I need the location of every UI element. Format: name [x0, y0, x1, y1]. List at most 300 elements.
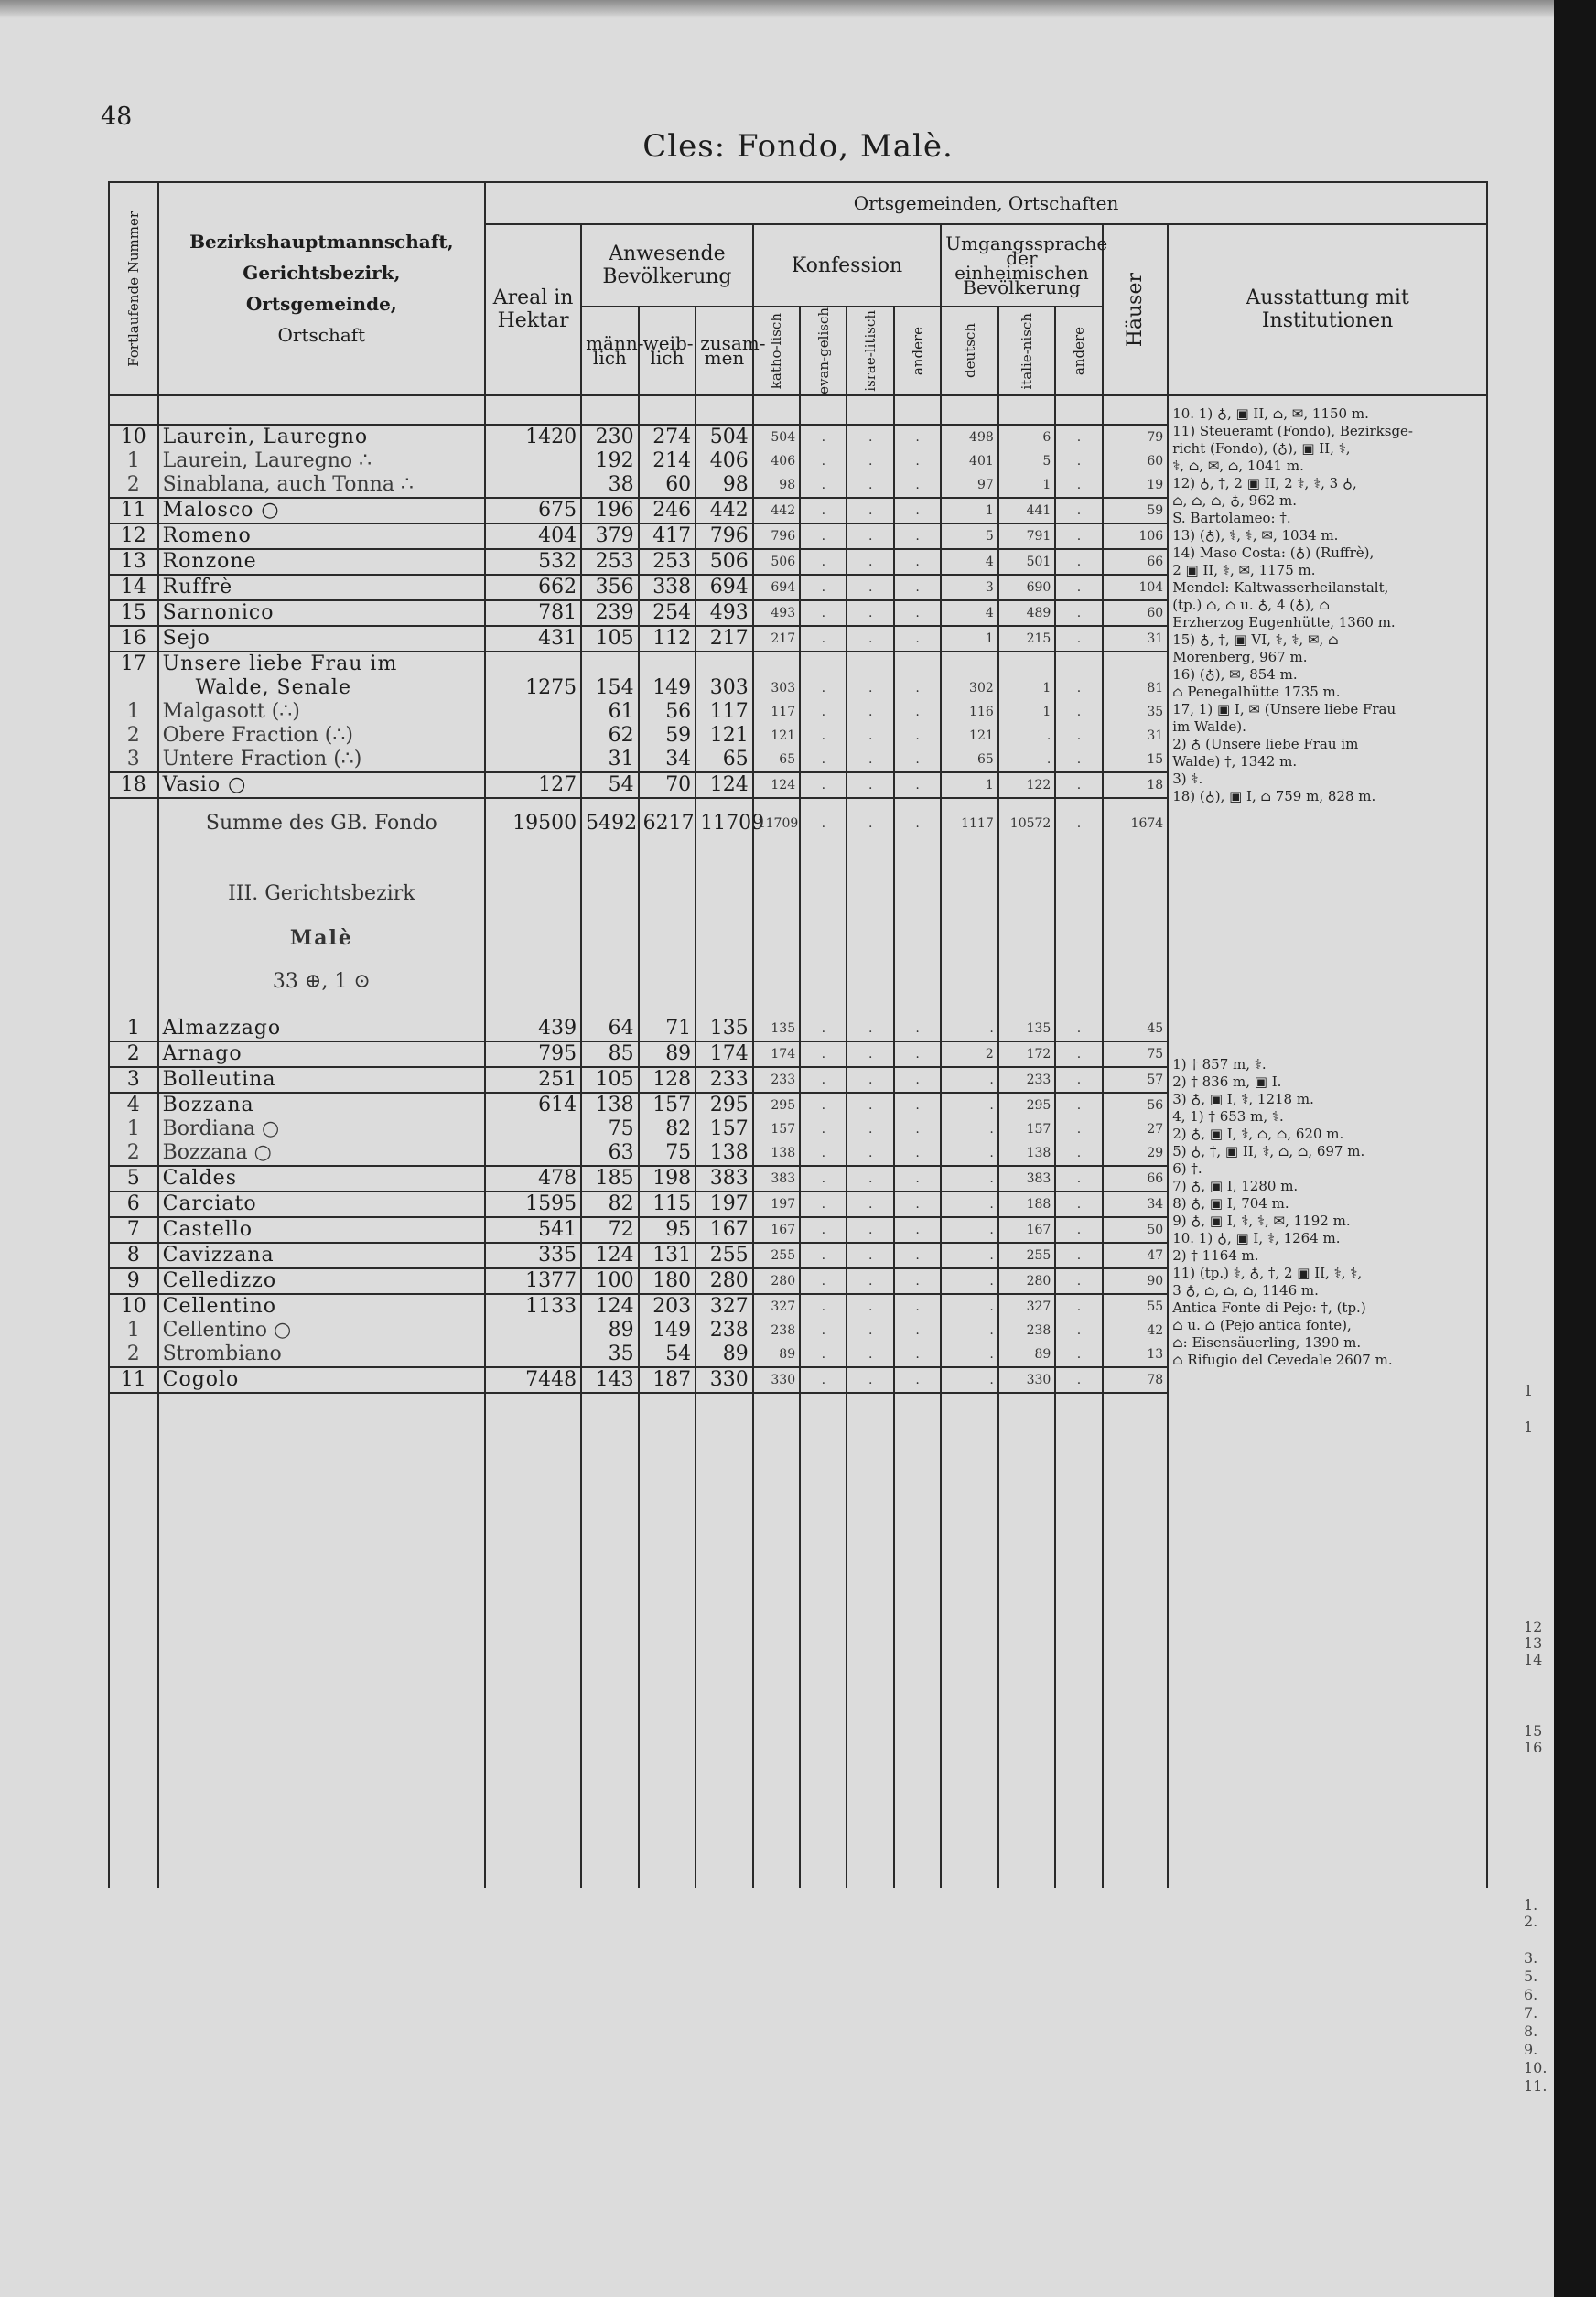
cell-m: 54	[581, 772, 639, 798]
header-haeuser: Häuser	[1103, 224, 1168, 395]
institution-line: 17, 1) ▣ I, ✉ (Unsere liebe Frau	[1172, 700, 1396, 717]
cell-z: 442	[696, 498, 753, 523]
cell-isr: .	[847, 1166, 893, 1192]
institution-line: 18) (♁), ▣ I, ⌂ 759 m, 828 m.	[1172, 787, 1376, 804]
header-katholisch: katho-lisch	[753, 307, 800, 395]
cell-z: 327	[696, 1294, 753, 1319]
cell-z: 330	[696, 1367, 753, 1393]
place-name: Ruffrè	[158, 575, 485, 600]
row-number: 11	[109, 498, 158, 523]
scan-edge-right	[1554, 0, 1596, 2297]
institution-line: 6) †.	[1172, 1159, 1202, 1177]
cell-and: .	[894, 772, 941, 798]
cell-de: 97	[941, 473, 998, 498]
row-number: 2	[109, 1343, 158, 1367]
cell-areal: 251	[485, 1067, 581, 1093]
cell-kath: 117	[753, 700, 800, 724]
cell-z: 295	[696, 1093, 753, 1117]
scan-shadow-top	[0, 0, 1596, 18]
cell-and2: .	[1055, 1319, 1102, 1343]
cell-z: 124	[696, 772, 753, 798]
cell-and: .	[894, 1217, 941, 1243]
cell-areal: 1377	[485, 1268, 581, 1294]
cell-de: 1	[941, 772, 998, 798]
cell-w: 131	[639, 1243, 696, 1268]
cell-z: 303	[696, 676, 753, 700]
cell-and2: .	[1055, 600, 1102, 626]
place-name: Untere Fraction (∴)	[158, 748, 485, 772]
cell-z: 121	[696, 724, 753, 748]
cell-and2: .	[1055, 1093, 1102, 1117]
cell-m: 31	[581, 748, 639, 772]
cell-and2: .	[1055, 724, 1102, 748]
institution-line: 15) ♁, †, ▣ VI, ⚕, ⚕, ✉, ⌂	[1172, 631, 1339, 648]
cell-and: .	[894, 700, 941, 724]
cell-w: 198	[639, 1166, 696, 1192]
cell-and2	[1055, 652, 1102, 676]
cell-it: 5	[998, 449, 1056, 473]
sum-de: 1117	[941, 812, 998, 836]
cell-kath: 121	[753, 724, 800, 748]
header-bevoelkerung: Anwesende Bevölkerung	[581, 224, 753, 307]
cell-kath: 233	[753, 1067, 800, 1093]
place-name: Castello	[158, 1217, 485, 1243]
margin-note: 12	[1524, 1618, 1543, 1635]
cell-areal: 1420	[485, 425, 581, 449]
header-nummer: Fortlaufende Nummer	[109, 182, 158, 395]
cell-de: .	[941, 1367, 998, 1393]
cell-areal	[485, 748, 581, 772]
cell-isr: .	[847, 523, 893, 549]
cell-and: .	[894, 1268, 941, 1294]
cell-m: 35	[581, 1343, 639, 1367]
cell-haeuser: 60	[1103, 449, 1168, 473]
cell-and: .	[894, 498, 941, 523]
cell-isr: .	[847, 1017, 893, 1041]
place-name: Laurein, Lauregno	[158, 425, 485, 449]
margin-note: 3.	[1524, 1949, 1538, 1967]
cell-and: .	[894, 1117, 941, 1141]
cell-haeuser: 75	[1103, 1041, 1168, 1067]
cell-m: 143	[581, 1367, 639, 1393]
cell-de: 3	[941, 575, 998, 600]
cell-m: 63	[581, 1141, 639, 1166]
cell-w	[639, 652, 696, 676]
cell-de: .	[941, 1166, 998, 1192]
institutions-male	[1172, 1056, 1483, 1369]
cell-z: 504	[696, 425, 753, 449]
cell-areal	[485, 1141, 581, 1166]
cell-m: 100	[581, 1268, 639, 1294]
cell-kath: 442	[753, 498, 800, 523]
cell-isr: .	[847, 1294, 893, 1319]
cell-and2: .	[1055, 700, 1102, 724]
cell-w: 214	[639, 449, 696, 473]
cell-haeuser: 18	[1103, 772, 1168, 798]
cell-kath: 89	[753, 1343, 800, 1367]
row-number	[109, 676, 158, 700]
cell-areal	[485, 724, 581, 748]
cell-ev: .	[800, 748, 847, 772]
cell-de: 302	[941, 676, 998, 700]
cell-z: 98	[696, 473, 753, 498]
cell-haeuser: 45	[1103, 1017, 1168, 1041]
cell-de: 1	[941, 498, 998, 523]
cell-kath: 197	[753, 1192, 800, 1217]
header-andere: andere	[894, 307, 941, 395]
cell-it: 6	[998, 425, 1056, 449]
cell-z: 796	[696, 523, 753, 549]
cell-w: 56	[639, 700, 696, 724]
cell-kath: 506	[753, 549, 800, 575]
cell-kath: 504	[753, 425, 800, 449]
row-number: 18	[109, 772, 158, 798]
cell-areal	[485, 1319, 581, 1343]
cell-isr: .	[847, 724, 893, 748]
cell-and: .	[894, 676, 941, 700]
cell-ev: .	[800, 626, 847, 652]
cell-and2: .	[1055, 473, 1102, 498]
cell-haeuser: 19	[1103, 473, 1168, 498]
cell-and: .	[894, 1243, 941, 1268]
cell-kath: 138	[753, 1141, 800, 1166]
cell-areal: 614	[485, 1093, 581, 1117]
cell-areal: 431	[485, 626, 581, 652]
institution-line: ⌂ u. ⌂ (Pejo antica fonte),	[1172, 1316, 1352, 1333]
cell-and: .	[894, 724, 941, 748]
cell-w: 338	[639, 575, 696, 600]
row-number: 13	[109, 549, 158, 575]
margin-note: 9.	[1524, 2041, 1538, 2058]
cell-ev: .	[800, 1268, 847, 1294]
cell-and: .	[894, 1093, 941, 1117]
cell-de: 4	[941, 600, 998, 626]
institution-line: 3 ♁, ⌂, ⌂, ⌂, 1146 m.	[1172, 1281, 1319, 1299]
institution-line: 3) ♁, ▣ I, ⚕, 1218 m.	[1172, 1090, 1314, 1107]
header-umgangssprache: Umgangssprache der einheimischen Bevölkerung	[941, 224, 1102, 307]
cell-and: .	[894, 575, 941, 600]
cell-isr: .	[847, 425, 893, 449]
cell-m: 192	[581, 449, 639, 473]
header-andere2: andere	[1055, 307, 1102, 395]
cell-and: .	[894, 523, 941, 549]
cell-w: 254	[639, 600, 696, 626]
cell-de: .	[941, 1017, 998, 1041]
cell-w: 274	[639, 425, 696, 449]
place-name: Strombiano	[158, 1343, 485, 1367]
sum-empty	[109, 812, 158, 836]
cell-kath: 295	[753, 1093, 800, 1117]
cell-m: 124	[581, 1243, 639, 1268]
cell-areal: 662	[485, 575, 581, 600]
cell-and: .	[894, 1367, 941, 1393]
cell-it: 295	[998, 1093, 1056, 1117]
place-name: Obere Fraction (∴)	[158, 724, 485, 748]
institution-line: 2) † 836 m, ▣ I.	[1172, 1073, 1282, 1090]
cell-kath: 493	[753, 600, 800, 626]
district-heading: III. Gerichtsbezirk Malè 33 ⊕, 1 ⊙	[158, 836, 485, 1017]
cell-it: 690	[998, 575, 1056, 600]
cell-ev: .	[800, 1319, 847, 1343]
cell-m: 105	[581, 1067, 639, 1093]
place-name: Cavizzana	[158, 1243, 485, 1268]
cell-w: 71	[639, 1017, 696, 1041]
cell-ev: .	[800, 1067, 847, 1093]
cell-m: 82	[581, 1192, 639, 1217]
institution-line: 10. 1) ♁, ▣ II, ⌂, ✉, 1150 m.	[1172, 404, 1369, 422]
page-number: 48	[101, 102, 133, 131]
cell-it: 138	[998, 1141, 1056, 1166]
cell-w: 246	[639, 498, 696, 523]
sum-areal: 19500	[485, 812, 581, 836]
cell-isr: .	[847, 498, 893, 523]
cell-and2: .	[1055, 575, 1102, 600]
cell-w: 115	[639, 1192, 696, 1217]
cell-and2: .	[1055, 1141, 1102, 1166]
cell-z: 233	[696, 1067, 753, 1093]
cell-isr: .	[847, 1243, 893, 1268]
cell-isr: .	[847, 1319, 893, 1343]
cell-areal: 781	[485, 600, 581, 626]
row-number: 3	[109, 1067, 158, 1093]
cell-isr: .	[847, 1067, 893, 1093]
sum-haeuser: 1674	[1103, 812, 1168, 836]
institution-line: richt (Fondo), (♁), ▣ II, ⚕,	[1172, 439, 1351, 457]
cell-kath: 327	[753, 1294, 800, 1319]
cell-de: .	[941, 1294, 998, 1319]
institution-line: 5) ♁, †, ▣ II, ⚕, ⌂, ⌂, 697 m.	[1172, 1142, 1365, 1159]
cell-ev: .	[800, 473, 847, 498]
sum-label: Summe des GB. Fondo	[158, 812, 485, 836]
cell-haeuser: 59	[1103, 498, 1168, 523]
place-name: Unsere liebe Frau im	[158, 652, 485, 676]
margin-note: 1	[1524, 1382, 1534, 1399]
cell-ev: .	[800, 523, 847, 549]
cell-ev: .	[800, 1117, 847, 1141]
row-number: 1	[109, 449, 158, 473]
cell-w: 82	[639, 1117, 696, 1141]
row-number: 1	[109, 1117, 158, 1141]
cell-m: 105	[581, 626, 639, 652]
cell-ev: .	[800, 1294, 847, 1319]
cell-areal: 127	[485, 772, 581, 798]
cell-and2: .	[1055, 1067, 1102, 1093]
cell-z: 117	[696, 700, 753, 724]
cell-and: .	[894, 1319, 941, 1343]
margin-note: 5.	[1524, 1968, 1538, 1985]
row-number: 12	[109, 523, 158, 549]
cell-w: 59	[639, 724, 696, 748]
margin-note: 10.	[1524, 2059, 1547, 2076]
cell-m: 124	[581, 1294, 639, 1319]
cell-m: 75	[581, 1117, 639, 1141]
place-name: Carciato	[158, 1192, 485, 1217]
cell-and: .	[894, 1067, 941, 1093]
cell-z: 167	[696, 1217, 753, 1243]
cell-and2: .	[1055, 425, 1102, 449]
cell-and: .	[894, 1192, 941, 1217]
row-number: 16	[109, 626, 158, 652]
cell-de: .	[941, 1268, 998, 1294]
cell-haeuser: 29	[1103, 1141, 1168, 1166]
cell-de: 1	[941, 626, 998, 652]
cell-haeuser	[1103, 652, 1168, 676]
cell-haeuser: 47	[1103, 1243, 1168, 1268]
row-number: 2	[109, 724, 158, 748]
cell-z: 406	[696, 449, 753, 473]
place-name: Cellentino ○	[158, 1319, 485, 1343]
place-name: Sarnonico	[158, 600, 485, 626]
cell-w: 149	[639, 1319, 696, 1343]
cell-haeuser: 79	[1103, 425, 1168, 449]
row-number: 10	[109, 425, 158, 449]
sum-isr: .	[847, 812, 893, 836]
institution-line: 16) (♁), ✉, 854 m.	[1172, 665, 1298, 683]
cell-and: .	[894, 549, 941, 575]
cell-isr: .	[847, 772, 893, 798]
cell-and: .	[894, 1141, 941, 1166]
cell-m: 89	[581, 1319, 639, 1343]
institution-line: 11) (tp.) ⚕, ♁, †, 2 ▣ II, ⚕, ⚕,	[1172, 1264, 1363, 1281]
row-number: 9	[109, 1268, 158, 1294]
cell-w: 157	[639, 1093, 696, 1117]
cell-z: 255	[696, 1243, 753, 1268]
header-ortsgemeinden: Ortsgemeinden, Ortschaften	[485, 182, 1487, 224]
cell-and2: .	[1055, 1343, 1102, 1367]
cell-ev: .	[800, 1192, 847, 1217]
cell-kath: 406	[753, 449, 800, 473]
margin-note: 16	[1524, 1739, 1543, 1756]
place-name: Laurein, Lauregno ∴	[158, 449, 485, 473]
margin-note: 14	[1524, 1651, 1543, 1668]
cell-m: 154	[581, 676, 639, 700]
sum-ev: .	[800, 812, 847, 836]
cell-haeuser: 34	[1103, 1192, 1168, 1217]
cell-de: 116	[941, 700, 998, 724]
cell-it: 157	[998, 1117, 1056, 1141]
cell-it: 172	[998, 1041, 1056, 1067]
cell-z: 238	[696, 1319, 753, 1343]
cell-and: .	[894, 1294, 941, 1319]
institutions-column	[1168, 395, 1487, 1888]
table-header	[109, 182, 1487, 395]
cell-kath: 238	[753, 1319, 800, 1343]
cell-and2: .	[1055, 1268, 1102, 1294]
institution-line: 2 ▣ II, ⚕, ✉, 1175 m.	[1172, 561, 1316, 578]
cell-de: .	[941, 1093, 998, 1117]
cell-it: .	[998, 724, 1056, 748]
cell-isr: .	[847, 449, 893, 473]
cell-and2: .	[1055, 772, 1102, 798]
cell-and2: .	[1055, 1041, 1102, 1067]
cell-de: 5	[941, 523, 998, 549]
cell-kath: 796	[753, 523, 800, 549]
header-ausstattung: Ausstattung mit Institutionen	[1168, 224, 1487, 395]
cell-kath: 167	[753, 1217, 800, 1243]
sum-kath: 11709	[753, 812, 800, 836]
cell-ev: .	[800, 449, 847, 473]
cell-isr: .	[847, 473, 893, 498]
cell-areal: 541	[485, 1217, 581, 1243]
cell-it: 791	[998, 523, 1056, 549]
institution-line: Antica Fonte di Pejo: †, (tp.)	[1172, 1299, 1366, 1316]
cell-z: 493	[696, 600, 753, 626]
institution-line: 3) ⚕.	[1172, 770, 1203, 787]
cell-isr: .	[847, 1192, 893, 1217]
cell-m: 185	[581, 1166, 639, 1192]
cell-w: 75	[639, 1141, 696, 1166]
cell-haeuser: 15	[1103, 748, 1168, 772]
cell-m: 85	[581, 1041, 639, 1067]
cell-isr: .	[847, 700, 893, 724]
institution-line: im Walde).	[1172, 717, 1246, 735]
cell-isr: .	[847, 1141, 893, 1166]
institution-line: 13) (♁), ⚕, ⚕, ✉, 1034 m.	[1172, 526, 1339, 544]
cell-areal: 335	[485, 1243, 581, 1268]
cell-haeuser: 66	[1103, 549, 1168, 575]
cell-it: 327	[998, 1294, 1056, 1319]
row-number: 1	[109, 700, 158, 724]
cell-ev: .	[800, 600, 847, 626]
cell-isr: .	[847, 626, 893, 652]
cell-areal: 7448	[485, 1367, 581, 1393]
place-name: Bolleutina	[158, 1067, 485, 1093]
cell-it: 489	[998, 600, 1056, 626]
cell-de: .	[941, 1192, 998, 1217]
header-israelitisch: israe-litisch	[847, 307, 893, 395]
header-areal: Areal in Hektar	[485, 224, 581, 395]
cell-areal: 439	[485, 1017, 581, 1041]
cell-areal: 404	[485, 523, 581, 549]
cell-haeuser: 13	[1103, 1343, 1168, 1367]
cell-and: .	[894, 425, 941, 449]
row-number: 2	[109, 1041, 158, 1067]
place-name: Ronzone	[158, 549, 485, 575]
cell-and: .	[894, 626, 941, 652]
cell-and2: .	[1055, 748, 1102, 772]
cell-it: 89	[998, 1343, 1056, 1367]
cell-ev: .	[800, 575, 847, 600]
cell-w: 128	[639, 1067, 696, 1093]
cell-de: 65	[941, 748, 998, 772]
cell-haeuser: 31	[1103, 724, 1168, 748]
cell-kath: 157	[753, 1117, 800, 1141]
cell-isr: .	[847, 1093, 893, 1117]
institution-line: 2) ♁ (Unsere liebe Frau im	[1172, 735, 1359, 752]
cell-ev: .	[800, 1017, 847, 1041]
cell-and2: .	[1055, 1192, 1102, 1217]
header-evangelisch: evan-gelisch	[800, 307, 847, 395]
cell-de: 121	[941, 724, 998, 748]
institutions-fondo	[1172, 405, 1483, 805]
cell-m: 356	[581, 575, 639, 600]
cell-z: 506	[696, 549, 753, 575]
cell-kath: 217	[753, 626, 800, 652]
cell-de: .	[941, 1117, 998, 1141]
cell-it: 1	[998, 700, 1056, 724]
cell-m: 62	[581, 724, 639, 748]
header-weiblich: weib-lich	[639, 307, 696, 395]
cell-w: 112	[639, 626, 696, 652]
cell-and: .	[894, 600, 941, 626]
cell-ev: .	[800, 1243, 847, 1268]
cell-de: 4	[941, 549, 998, 575]
place-name: Almazzago	[158, 1017, 485, 1041]
cell-it: 238	[998, 1319, 1056, 1343]
institution-line: (tp.) ⌂, ⌂ u. ♁, 4 (♁), ⌂	[1172, 596, 1330, 613]
cell-haeuser: 27	[1103, 1117, 1168, 1141]
cell-and: .	[894, 748, 941, 772]
